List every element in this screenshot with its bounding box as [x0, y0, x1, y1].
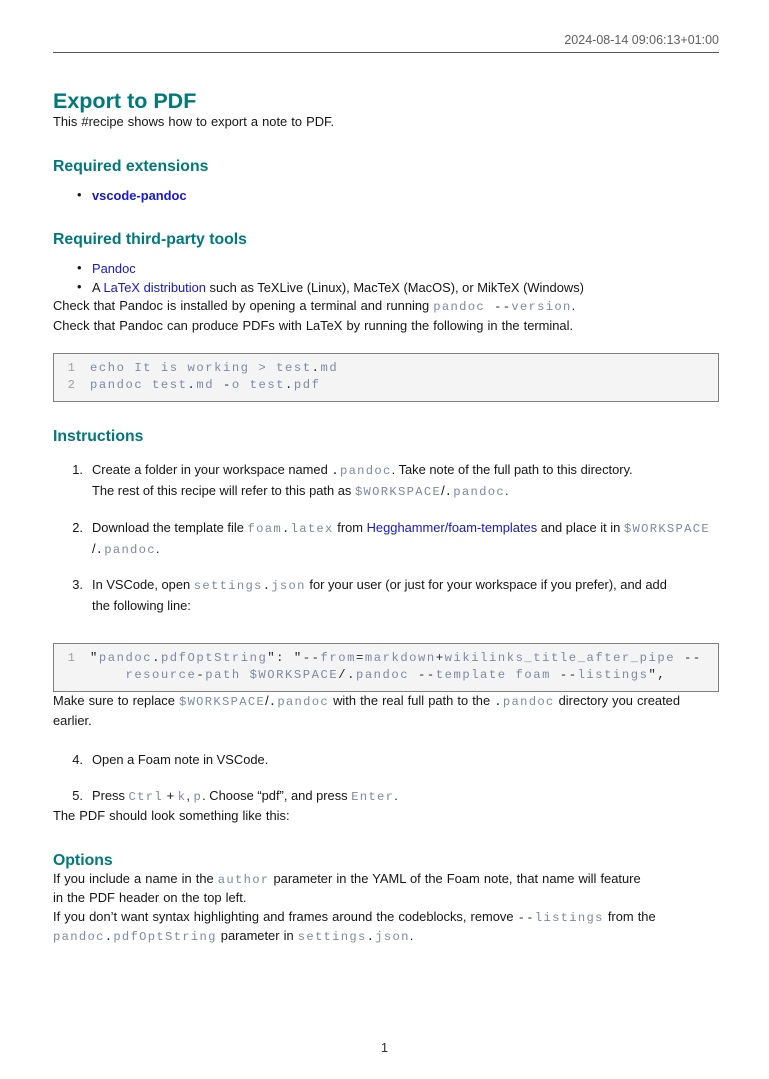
- text-run: The PDF should look something like this:: [53, 808, 290, 823]
- code-text: echo It is working > test.md: [90, 361, 339, 375]
- page-number: 1: [380, 1040, 389, 1055]
- text-run: with the real full path to the: [329, 693, 495, 708]
- line-number: 1: [67, 651, 75, 665]
- doc-title: Export to PDF: [53, 89, 197, 113]
- text-run: in the PDF header on the top left.: [53, 890, 247, 905]
- instruction-item-4: [53, 750, 719, 769]
- text-run: Make sure to replace: [53, 693, 179, 708]
- text-run: the following line:: [92, 598, 191, 613]
- text-run: parameter in the YAML of the Foam note, that name will feature: [269, 870, 641, 886]
- header-date: 2024-08-14 09:06:13+01:00: [564, 33, 719, 47]
- text-run: and place it in: [537, 520, 624, 535]
- link[interactable]: Hegghammer/foam-templates: [366, 520, 538, 535]
- text-run: .: [409, 928, 414, 943]
- pdfshould-paragraph: [53, 807, 719, 826]
- section-heading-required-tools: Required third-party tools: [53, 231, 247, 248]
- text-run: .: [155, 541, 160, 556]
- options-paragraph: [53, 870, 719, 947]
- list-item-text: [92, 261, 136, 276]
- text-run: /: [265, 693, 269, 708]
- text-run: .: [504, 483, 509, 498]
- check-paragraph: [53, 297, 719, 335]
- header-rule: [53, 52, 719, 53]
- text-run: ,: [186, 788, 194, 803]
- pdf-page: [0, 33, 769, 947]
- text-run: . Take note of the full path to this directory.: [391, 462, 633, 477]
- text-run: This #recipe shows how to export a note to PDF.: [53, 114, 335, 129]
- list-item-text: [92, 280, 584, 295]
- line-number: [54, 667, 75, 684]
- inline-code: .pandoc: [95, 543, 156, 557]
- section-heading-required-extensions: Required extensions: [53, 157, 209, 175]
- text-run: The rest of this recipe will refer to this path as: [92, 483, 355, 498]
- code-line: [54, 360, 712, 377]
- bullet-icon: •: [77, 186, 82, 202]
- text-run: Check that Pandoc is installed by opening a terminal and running: [53, 298, 434, 313]
- inline-code: .pandoc: [268, 695, 329, 709]
- text-run: parameter in: [216, 928, 298, 943]
- instruction-item-3: [53, 575, 719, 615]
- inline-code: pandoc --version: [433, 300, 572, 314]
- section-heading-options: Options: [53, 851, 113, 869]
- page-header: [53, 33, 719, 47]
- list-item-text: [92, 188, 187, 203]
- code-line: [54, 667, 712, 684]
- item-text: [92, 520, 710, 556]
- text-run: A: [92, 279, 104, 295]
- inline-code: $WORKSPACE: [623, 522, 710, 536]
- text-run: from the: [603, 908, 656, 924]
- text-run: +: [163, 788, 178, 803]
- inline-code: p: [193, 790, 203, 804]
- text-run: /: [441, 483, 445, 498]
- code-text: pandoc test.md -o test.pdf: [90, 378, 321, 392]
- text-run: such as TeXLive (Linux), MacTeX (MacOS), or MikTeX (Windows): [205, 279, 584, 295]
- item-text: [92, 788, 398, 803]
- instruction-item-1: [53, 460, 719, 502]
- inline-code: --listings: [517, 910, 604, 925]
- line-number: 2: [67, 378, 75, 392]
- required-tools-list: [53, 260, 719, 297]
- bullet-icon: •: [77, 260, 82, 275]
- text-run: If you don’t want syntax highlighting and frames around the codeblocks, remove: [53, 908, 518, 924]
- list-item: [53, 279, 719, 298]
- inline-code: Enter: [351, 790, 395, 804]
- text-run: Press: [92, 788, 129, 803]
- inline-code: .pandoc: [494, 695, 555, 709]
- text-run: If you include a name in the: [53, 870, 218, 886]
- code-text: "pandoc.pdfOptString": "--from=markdown+wikilinks_title_after_pipe --: [90, 651, 702, 665]
- intro-paragraph: [53, 113, 719, 132]
- item-number: 5.: [72, 788, 83, 803]
- link[interactable]: vscode-pandoc: [92, 187, 187, 203]
- code-line: [54, 377, 712, 394]
- text-run: /: [92, 541, 96, 556]
- item-number: 3.: [72, 577, 83, 592]
- inline-code: $WORKSPACE: [354, 485, 442, 499]
- inline-code: settings.json: [297, 930, 410, 944]
- item-text: [92, 462, 633, 498]
- link[interactable]: Pandoc: [92, 261, 136, 276]
- text-run: from: [333, 520, 367, 535]
- code-block-settings-snippet: [53, 643, 719, 692]
- makesure-paragraph: [53, 692, 719, 730]
- list-item: [53, 260, 719, 279]
- instruction-item-5: [53, 786, 719, 807]
- inline-code: pandoc.pdfOptString: [53, 930, 217, 944]
- text-run: earlier.: [53, 712, 92, 728]
- code-line: [54, 650, 712, 667]
- inline-code: author: [217, 872, 270, 887]
- text-run: .: [571, 298, 576, 313]
- text-run: Open a Foam note in VSCode.: [92, 752, 269, 767]
- section-heading-instructions: Instructions: [53, 428, 144, 445]
- item-number: 1.: [72, 462, 83, 477]
- text-run: In VSCode, open: [92, 577, 194, 592]
- code-block-terminal-test: [53, 353, 719, 402]
- line-number: 1: [67, 361, 75, 375]
- inline-code: .pandoc: [444, 485, 505, 499]
- text-run: . Choose “pdf”, and press: [202, 788, 352, 803]
- item-text: [92, 577, 667, 613]
- inline-code: foam.latex: [247, 522, 334, 536]
- inline-code: settings.json: [193, 579, 306, 593]
- item-number: 2.: [72, 520, 83, 535]
- inline-code: $WORKSPACE: [178, 695, 266, 709]
- bullet-icon: •: [77, 278, 82, 294]
- item-number: 4.: [72, 752, 83, 767]
- inline-code: .pandoc: [331, 464, 392, 478]
- inline-code: k: [177, 790, 187, 804]
- inline-code: Ctrl: [128, 790, 164, 804]
- text-run: Check that Pandoc can produce PDFs with LaTeX by running the following in the terminal.: [53, 317, 574, 333]
- list-item: [53, 187, 719, 206]
- item-text: [92, 752, 268, 767]
- code-text: resource-path $WORKSPACE/.pandoc --template foam --listings",: [90, 668, 667, 682]
- text-run: .: [394, 788, 398, 803]
- link[interactable]: LaTeX distribution: [103, 279, 206, 295]
- required-extensions-list: [53, 187, 719, 206]
- instruction-item-2: [53, 518, 719, 560]
- text-run: Download the template file: [92, 520, 248, 535]
- text-run: for your user (or just for your workspace if you prefer), and add: [305, 577, 667, 592]
- text-run: Create a folder in your workspace named: [92, 462, 332, 477]
- text-run: directory you created: [554, 693, 680, 708]
